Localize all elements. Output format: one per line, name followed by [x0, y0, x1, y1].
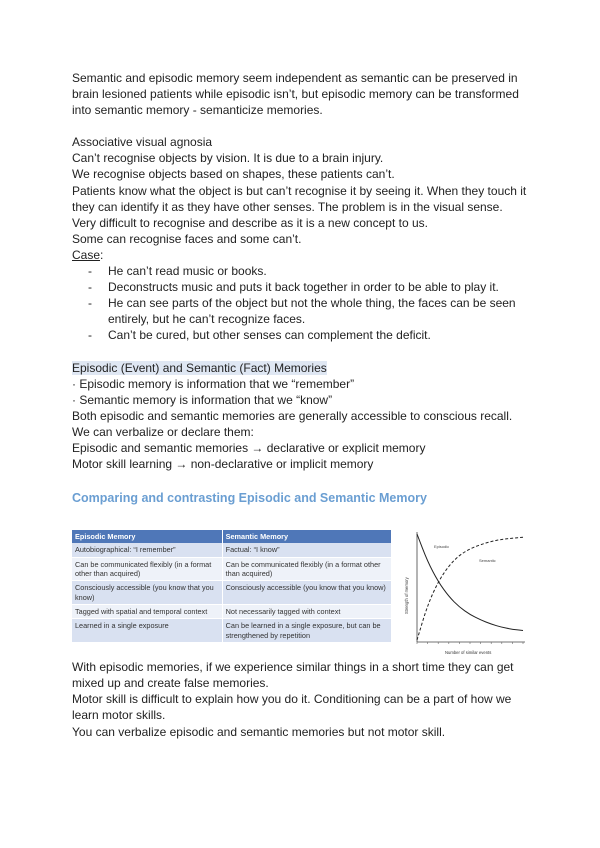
table-cell: Not necessarily tagged with context: [222, 604, 391, 618]
table-header-row: [72, 530, 392, 543]
comparison-figure: [72, 524, 532, 659]
table-cell: Consciously accessible (you know that you know): [222, 581, 391, 605]
agnosia-line: Some can recognise faces and some can’t.: [72, 231, 302, 246]
table-cell: Can be learned in a single exposure, but can be strengthened by repetition: [222, 619, 391, 643]
agnosia-line: Patients know what the object is but can’t recognise it by seeing it. When they touch it they can identify it as they have other senses. The problem is in the visual sense.: [72, 183, 527, 214]
intro-paragraph: Semantic and episodic memory seem independent as semantic can be preserved in brain lesioned patients while episodic isn’t, but episodic memory can be transformed into semantic memory - semanticize memories.: [72, 71, 519, 118]
closing-line: With episodic memories, if we experience similar things in a short time they can get mixed up and create false memories.: [72, 660, 514, 691]
table-header-episodic: Episodic Memory: [72, 530, 222, 543]
x-axis-label: Number of similar events: [445, 650, 492, 656]
case-colon: :: [100, 247, 104, 262]
table-row: [72, 557, 392, 581]
list-item: - Deconstructs music and puts it back together in order to be able to play it.: [72, 279, 532, 295]
agnosia-title: Associative visual agnosia: [72, 135, 213, 150]
closing-line: You can verbalize episodic and semantic memories but not motor skill.: [72, 724, 446, 739]
memory-strength-chart: [397, 524, 532, 659]
table-cell: Tagged with spatial and temporal context: [72, 604, 222, 618]
case-label: Case: [72, 247, 101, 262]
legend-episodic: Episodic: [434, 544, 450, 550]
memories-line: Both episodic and semantic memories are generally accessible to conscious recall. We can verbalize or declare them:: [72, 408, 513, 439]
document-page: [72, 70, 532, 740]
agnosia-line: We recognise objects based on shapes, these patients can’t.: [72, 167, 395, 182]
table-cell: Autobiographical: “I remember”: [72, 543, 222, 557]
memories-heading: Episodic (Event) and Semantic (Fact) Memories: [72, 360, 327, 375]
table-header-semantic: Semantic Memory: [222, 530, 391, 543]
case-list: [72, 263, 532, 343]
series-line-semantic: [417, 537, 523, 640]
series-line-episodic: [417, 534, 523, 631]
memories-line: · Semantic memory is information that we “know”: [72, 392, 333, 407]
table-row: [72, 581, 392, 605]
comparison-table: [72, 530, 392, 643]
table-row: [72, 619, 392, 643]
table-row: [72, 543, 392, 557]
table-cell: Consciously accessible (you know that you know): [72, 581, 222, 605]
memories-line: Motor skill learning → non-declarative or implicit memory: [72, 457, 374, 472]
list-item: - He can see parts of the object but not the whole thing, the faces can be seen entirely, but he can’t recognize faces.: [72, 295, 532, 327]
table-cell: Can be communicated flexibly (in a format other than acquired): [222, 557, 391, 581]
table-cell: Can be communicated flexibly (in a format other than acquired): [72, 557, 222, 581]
memories-line: Episodic and semantic memories → declarative or explicit memory: [72, 440, 426, 455]
list-item: - He can’t read music or books.: [72, 263, 532, 279]
memories-line: · Episodic memory is information that we “remember”: [72, 376, 355, 391]
table-row: [72, 604, 392, 618]
list-item: - Can’t be cured, but other senses can complement the deficit.: [72, 327, 532, 343]
y-axis-label: Strength of memory: [404, 577, 409, 615]
memories-heading-line: [72, 360, 532, 376]
agnosia-line: Can’t recognise objects by vision. It is due to a brain injury.: [72, 151, 384, 166]
comparison-title: Comparing and contrasting Episodic and Semantic Memory: [72, 491, 427, 506]
legend-semantic: Semantic: [479, 558, 496, 564]
table-cell: Factual: “I know”: [222, 543, 391, 557]
agnosia-line: Very difficult to recognise and describe as it is a new concept to us.: [72, 215, 428, 230]
table-cell: Learned in a single exposure: [72, 619, 222, 643]
closing-line: Motor skill is difficult to explain how you do it. Conditioning can be a part of how we learn motor skills.: [72, 692, 512, 723]
case-heading: [72, 247, 532, 263]
